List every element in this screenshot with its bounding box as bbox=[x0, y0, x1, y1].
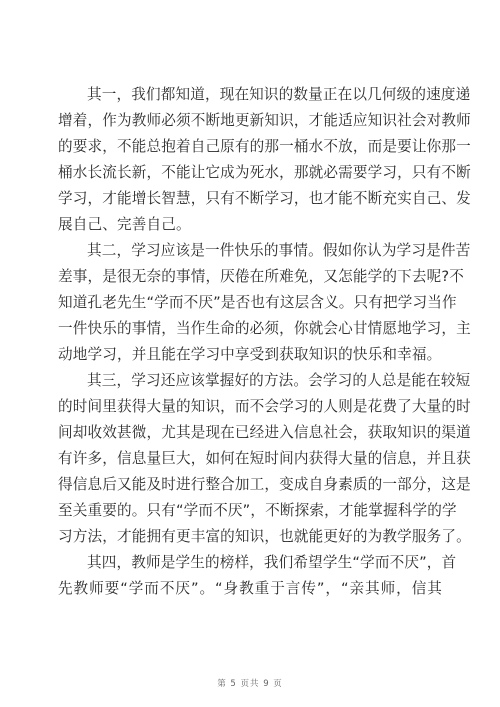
page-number-footer: 第 5 页共 9 页 bbox=[217, 679, 283, 689]
paragraph-line: 其四，教师是学生的榜样，我们希望学生“学而不厌”，首 bbox=[87, 554, 457, 571]
paragraph-line: 展自己、完善自己。 bbox=[58, 216, 191, 233]
paragraph-line: 知道孔老先生“学而不厌”是否也有这层含义。只有把学习当作 bbox=[58, 294, 457, 311]
paragraph-line: 增着，作为教师必须不断地更新知识，才能适应知识社会对教师 bbox=[58, 112, 471, 129]
paragraph-line: 其二，学习应该是一件快乐的事情。假如你认为学习是件苦 bbox=[87, 242, 471, 259]
paragraph-line: 动地学习，并且能在学习中享受到获取知识的快乐和幸福。 bbox=[58, 346, 442, 363]
paragraph-line: 先教师要“学而不厌”。“身教重于言传”，“亲其师，信其 bbox=[58, 580, 442, 597]
paragraph-3 bbox=[58, 368, 471, 550]
paragraph-line: 间却收效甚微，尤其是现在已经进入信息社会，获取知识的渠道 bbox=[58, 424, 471, 441]
paragraph-line: 差事，是很无奈的事情，厌倦在所难免，又怎能学的下去呢?不 bbox=[58, 268, 464, 285]
paragraph-1 bbox=[58, 82, 471, 238]
document-body bbox=[58, 82, 471, 602]
paragraph-line: 其一，我们都知道，现在知识的数量正在以几何级的速度递 bbox=[87, 86, 471, 103]
paragraph-line: 其三，学习还应该掌握好的方法。会学习的人总是能在较短 bbox=[87, 372, 471, 389]
paragraph-line: 至关重要的。只有“学而不厌”，不断探索，才能掌握科学的学 bbox=[58, 502, 457, 519]
paragraph-line: 习方法，才能拥有更丰富的知识，也就能更好的为教学服务了。 bbox=[58, 528, 471, 545]
paragraph-line: 一件快乐的事情，当作生命的必须，你就会心甘情愿地学习，主 bbox=[58, 320, 471, 337]
paragraph-line: 的要求，不能总抱着自己原有的那一桶水不放，而是要让你那一 bbox=[58, 138, 471, 155]
paragraph-2 bbox=[58, 238, 471, 368]
paragraph-line: 桶水长流长新，不能让它成为死水，那就必需要学习，只有不断 bbox=[58, 164, 471, 181]
paragraph-line: 的时间里获得大量的知识，而不会学习的人则是花费了大量的时 bbox=[58, 398, 471, 415]
paragraph-4 bbox=[58, 550, 457, 602]
paragraph-line: 得信息后又能及时进行整合加工，变成自身素质的一部分，这是 bbox=[58, 476, 471, 493]
paragraph-line: 有许多，信息量巨大，如何在短时间内获得大量的信息，并且获 bbox=[58, 450, 471, 467]
paragraph-line: 学习，才能增长智慧，只有不断学习，也才能不断充实自己、发 bbox=[58, 190, 471, 207]
